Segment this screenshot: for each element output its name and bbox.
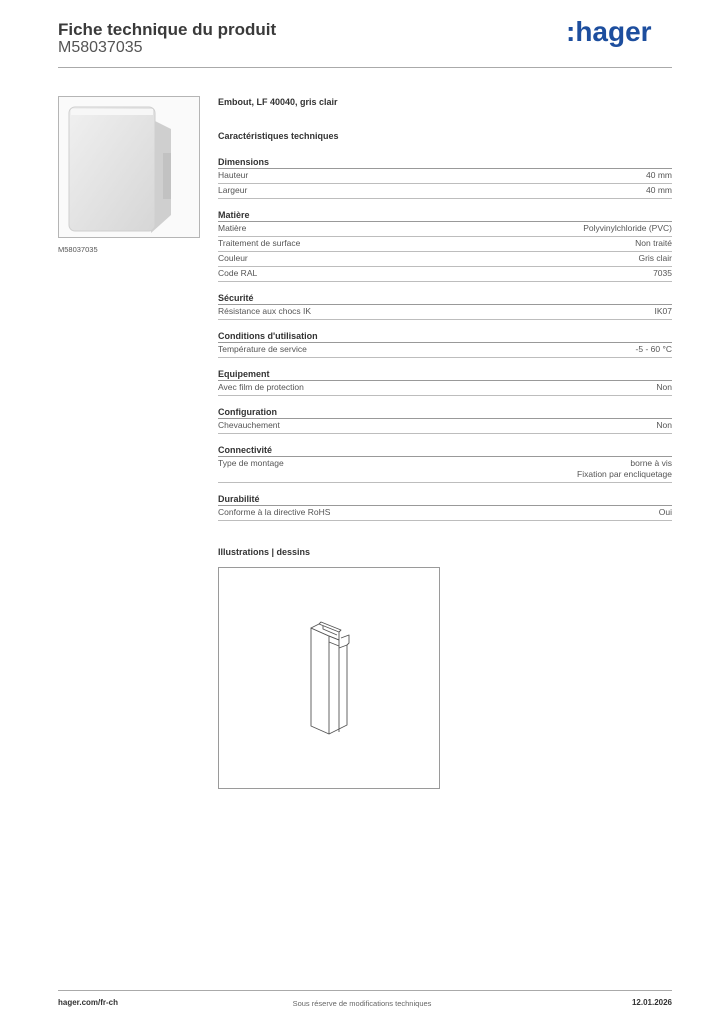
spec-row (218, 252, 672, 267)
section-configuration (218, 406, 672, 434)
spec-label: Avec film de protection (218, 382, 304, 392)
spec-row (218, 457, 672, 483)
section-durabilite (218, 493, 672, 521)
spec-label: Chevauchement (218, 420, 280, 430)
spec-row (218, 419, 672, 434)
section-title: Equipement (218, 368, 672, 381)
spec-value: Gris clair (638, 253, 672, 263)
spec-label: Conforme à la directive RoHS (218, 507, 331, 517)
spec-label: Code RAL (218, 268, 258, 278)
spec-sections (218, 156, 672, 531)
photo-caption: M58037035 (58, 245, 98, 254)
end-cap-photo-icon (59, 97, 199, 237)
spec-row (218, 343, 672, 358)
spec-label: Type de montage (218, 458, 284, 468)
page-title: Fiche technique du produit (58, 20, 277, 39)
spec-value: 40 mm (646, 185, 672, 195)
spec-row (218, 222, 672, 237)
section-equipement (218, 368, 672, 396)
spec-row (218, 184, 672, 199)
section-securite (218, 292, 672, 320)
spec-value: Non (656, 420, 672, 430)
section-title: Conditions d'utilisation (218, 330, 672, 343)
spec-label: Traitement de surface (218, 238, 301, 248)
spec-row (218, 506, 672, 521)
section-connectivite (218, 444, 672, 483)
section-conditions (218, 330, 672, 358)
spec-value: Non (656, 382, 672, 392)
technical-drawing (218, 567, 440, 789)
section-title: Connectivité (218, 444, 672, 457)
section-title: Dimensions (218, 156, 672, 169)
spec-value: Non traité (635, 238, 672, 248)
spec-row (218, 305, 672, 320)
section-dimensions (218, 156, 672, 199)
logo-text: :hager (566, 16, 652, 47)
illustrations-heading: Illustrations | dessins (218, 547, 311, 557)
spec-value: -5 - 60 °C (635, 344, 672, 354)
product-description: Embout, LF 40040, gris clair (218, 97, 338, 107)
specs-heading: Caractéristiques techniques (218, 131, 339, 141)
hager-logo (566, 15, 658, 49)
section-title: Configuration (218, 406, 672, 419)
spec-label: Résistance aux chocs IK (218, 306, 312, 316)
product-photo (58, 96, 200, 238)
spec-label: Largeur (218, 185, 248, 195)
spec-label: Couleur (218, 253, 248, 263)
spec-row (218, 169, 672, 184)
spec-label: Température de service (218, 344, 307, 354)
spec-value: Polyvinylchloride (PVC) (583, 223, 672, 233)
header-divider (58, 67, 672, 68)
footer-notice: Sous réserve de modifications techniques (292, 999, 432, 1008)
spec-value: Oui (658, 507, 672, 517)
footer-website: hager.com/fr-ch (58, 998, 119, 1007)
end-cap-drawing-icon (219, 568, 439, 788)
spec-label: Hauteur (218, 170, 249, 180)
spec-label: Matière (218, 223, 247, 233)
section-matiere (218, 209, 672, 282)
product-reference: M58037035 (58, 39, 143, 56)
spec-value: IK07 (654, 306, 672, 316)
footer-date: 12.01.2026 (631, 998, 672, 1007)
spec-row (218, 267, 672, 282)
spec-row (218, 237, 672, 252)
spec-value: borne à vis (630, 458, 672, 468)
spec-value: Fixation par encliquetage (577, 469, 672, 479)
spec-value: 40 mm (646, 170, 672, 180)
footer-divider (58, 990, 672, 991)
section-title: Matière (218, 209, 672, 222)
section-title: Sécurité (218, 292, 672, 305)
spec-value: 7035 (653, 268, 672, 278)
spec-row (218, 381, 672, 396)
section-title: Durabilité (218, 493, 672, 506)
